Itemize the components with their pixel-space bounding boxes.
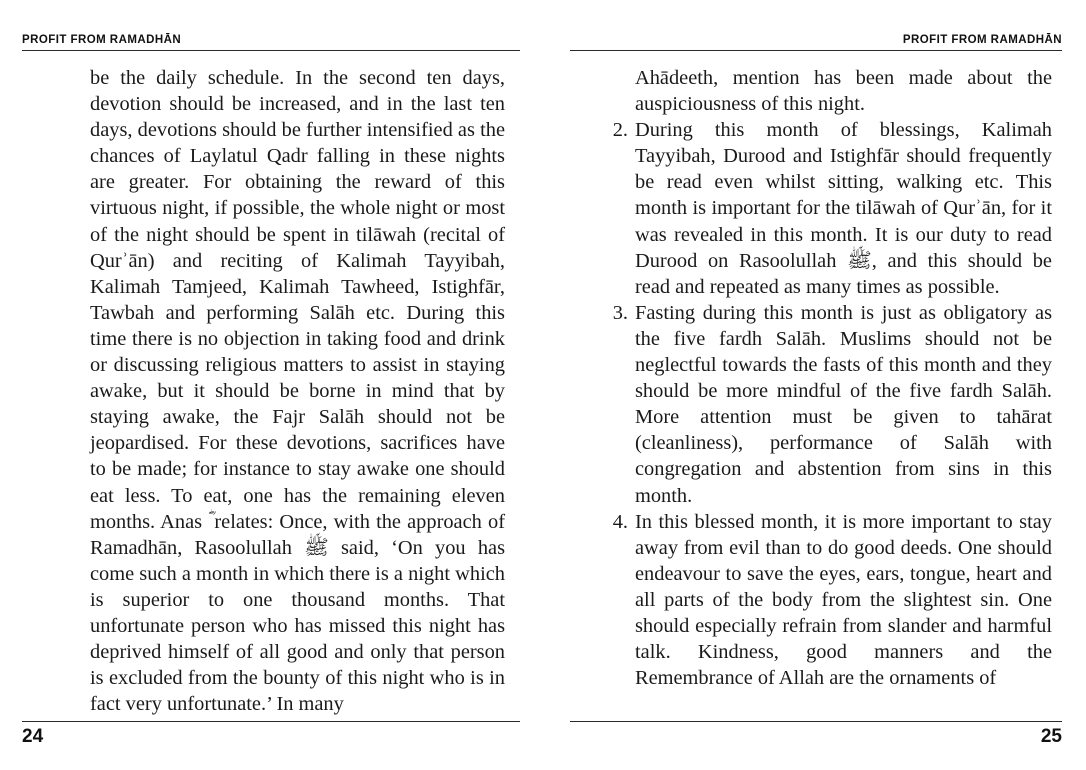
page-footer-right: [570, 721, 1062, 770]
list-item-text: Fasting during this month is just as obligatory as the five fardh Salāh. Muslims should not be neglectful towards the fasts of this month and they should be more mindful of the five fardh Salāh. More attention must be given to tahārat (cleanliness), performance of Salāh with congregation and abstention from sins in this month.: [635, 301, 1052, 507]
list-item-number: 2.: [612, 119, 628, 142]
page-right: [543, 0, 1086, 770]
list-item: [598, 509, 1052, 692]
page-footer-left: [22, 721, 520, 770]
page-body-right: [570, 51, 1062, 721]
continuation-paragraph: Ahādeeth, mention has been made about the auspiciousness of this night.: [635, 67, 1052, 116]
page-body-left: [22, 51, 520, 721]
numbered-list: [598, 117, 1052, 691]
list-item-number: 4.: [612, 510, 628, 533]
list-item-text: In this blessed month, it is more important to stay away from evil than to do good deeds. One should endeavour to save the eyes, ears, tongue, heart and all parts of the body from the slightest sin. One should especially refrain from slander and harmful talk. Kindness, good manners and the Remembrance of Allah are the ornaments of: [635, 510, 1052, 690]
running-head-left: PROFIT FROM RAMADHĀN: [22, 34, 182, 46]
list-item-text: During this month of blessings, Kalimah Tayyibah, Durood and Istighfār should frequently be read even whilst sitting, walking etc. This month is important for the tilāwah of Qurʾān, for it was revealed in this month. It is our duty to read Durood on Rasoolullah ﷺ, and this should be read and repeated as many times as possible.: [635, 119, 1052, 298]
list-item: [598, 117, 1052, 300]
page-number-right: 25: [1040, 726, 1062, 747]
page-number-left: 24: [22, 726, 44, 747]
list-item: [598, 300, 1052, 509]
body-paragraph: be the daily schedule. In the second ten days, devotion should be increased, and in the last ten days, devotions should be further intensified as the chances of Laylatul Qadr falling in these nights are greater. For obtaining the reward of this virtuous night, if possible, the whole night or most of the night should be spent in tilāwah (recital of Qurʾān) and reciting of Kalimah Tayyibah, Kalimah Tamjeed, Kalimah Tawheed, Istighfār, Tawbah and performing Salāh etc. During this time there is no objection in taking food and drink or discussing religious matters to assist in staying awake, but it should be borne in mind that by staying awake, the Fajr Salāh should not be jeopardised. For these devotions, sacrifices have to be made; for instance to stay awake one should eat less. To eat, one has the remaining eleven months. Anas ؓ relates: Once, with the approach of Ramadhān, Rasoolullah ﷺ said, ‘On you has come such a month in which there is a night which is superior to one thousand months. That unfortunate person who has missed this night has deprived himself of all good and only that person is excluded from the bounty of this night who is in fact very unfortunate.’ In many: [90, 67, 506, 716]
list-item-number: 3.: [612, 301, 628, 324]
running-head-right: PROFIT FROM RAMADHĀN: [902, 34, 1062, 46]
